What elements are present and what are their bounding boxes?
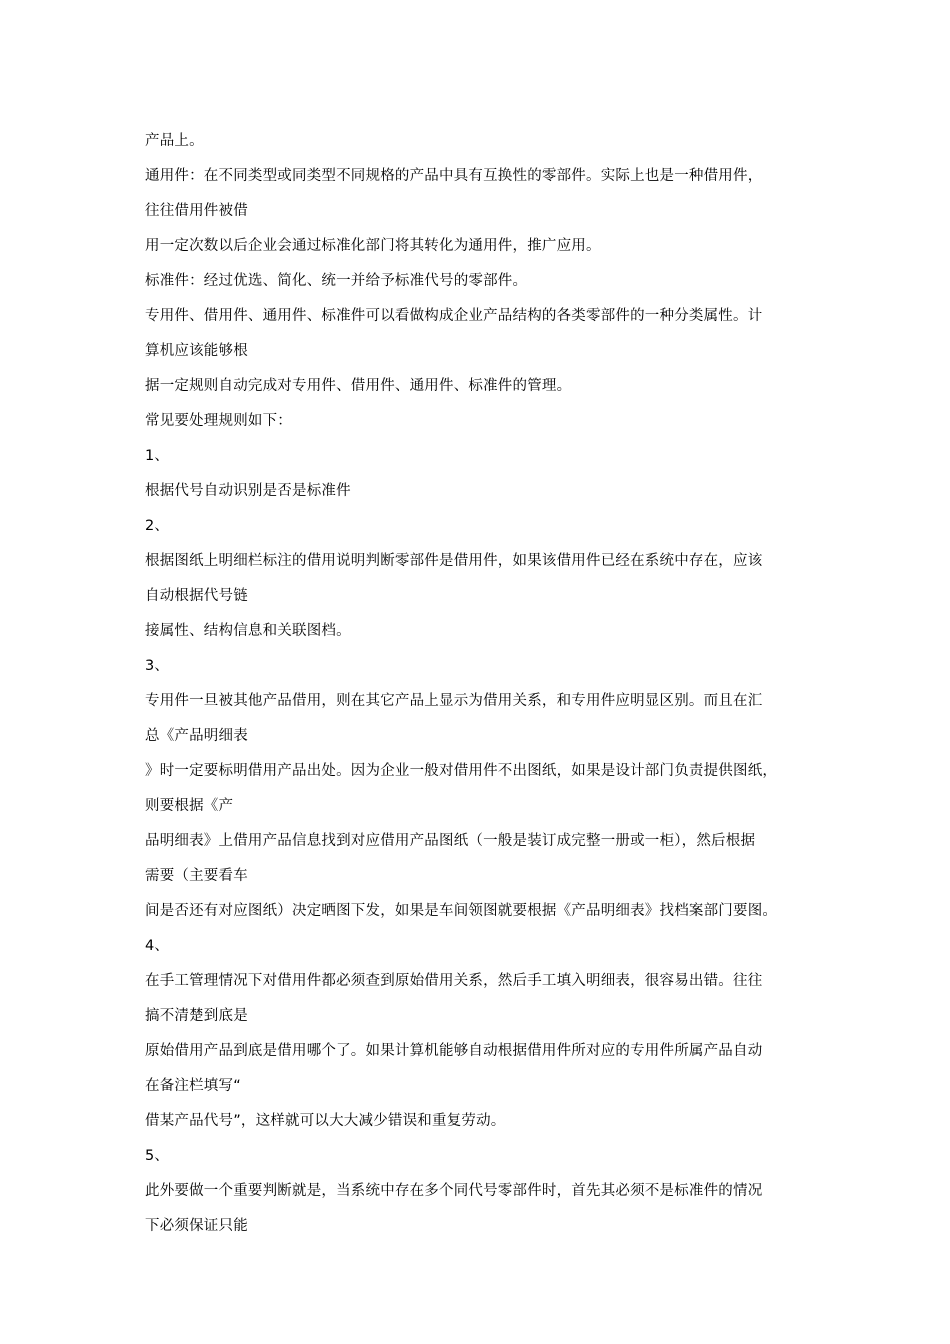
text-line: 》时一定要标明借用产品出处。因为企业一般对借用件不出图纸，如果是设计部门负责提供图纸， <box>145 763 778 779</box>
text-line: 接属性、结构信息和关联图档。 <box>145 623 351 639</box>
text-line: 标准件：经过优选、简化、统一并给予标准代号的零部件。 <box>145 273 528 289</box>
text-line: 下必须保证只能 <box>145 1218 248 1234</box>
text-line: 根据图纸上明细栏标注的借用说明判断零部件是借用件，如果该借用件已经在系统中存在，应该 <box>145 553 763 569</box>
text-line: 根据代号自动识别是否是标准件 <box>145 483 351 499</box>
text-line: 专用件一旦被其他产品借用，则在其它产品上显示为借用关系，和专用件应明显区别。而且在汇 <box>145 693 763 709</box>
document-body <box>145 124 810 1244</box>
text-line: 常见要处理规则如下： <box>145 413 292 429</box>
text-line: 据一定规则自动完成对专用件、借用件、通用件、标准件的管理。 <box>145 378 572 394</box>
text-line: 此外要做一个重要判断就是，当系统中存在多个同代号零部件时，首先其必须不是标准件的情况 <box>145 1183 763 1199</box>
text-line: 原始借用产品到底是借用哪个了。如果计算机能够自动根据借用件所对应的专用件所属产品自动 <box>145 1043 763 1059</box>
text-line: 在备注栏填写“ <box>145 1078 241 1094</box>
list-number: 5、 <box>145 1148 170 1164</box>
text-line: 往往借用件被借 <box>145 203 248 219</box>
text-line: 搞不清楚到底是 <box>145 1008 248 1024</box>
text-line: 通用件：在不同类型或同类型不同规格的产品中具有互换性的零部件。实际上也是一种借用件， <box>145 168 763 184</box>
text-line: 用一定次数以后企业会通过标准化部门将其转化为通用件，推广应用。 <box>145 238 601 254</box>
text-line: 总《产品明细表 <box>145 728 248 744</box>
text-line: 间是否还有对应图纸）决定晒图下发，如果是车间领图就要根据《产品明细表》找档案部门要图。 <box>145 903 778 919</box>
list-number: 3、 <box>145 658 170 674</box>
text-line: 算机应该能够根 <box>145 343 248 359</box>
text-line: 品明细表》上借用产品信息找到对应借用产品图纸（一般是装订成完整一册或一柜），然后根据 <box>145 833 756 849</box>
list-number: 1、 <box>145 448 170 464</box>
list-number: 2、 <box>145 518 170 534</box>
text-line: 自动根据代号链 <box>145 588 248 604</box>
text-line: 则要根据《产 <box>145 798 234 814</box>
text-line: 在手工管理情况下对借用件都必须查到原始借用关系，然后手工填入明细表，很容易出错。往往 <box>145 973 763 989</box>
text-line: 专用件、借用件、通用件、标准件可以看做构成企业产品结构的各类零部件的一种分类属性。计 <box>145 308 763 324</box>
text-line: 借某产品代号”，这样就可以大大减少错误和重复劳动。 <box>145 1113 506 1129</box>
text-line: 产品上。 <box>145 133 204 149</box>
text-line: 需要（主要看车 <box>145 868 248 884</box>
list-number: 4、 <box>145 938 170 954</box>
